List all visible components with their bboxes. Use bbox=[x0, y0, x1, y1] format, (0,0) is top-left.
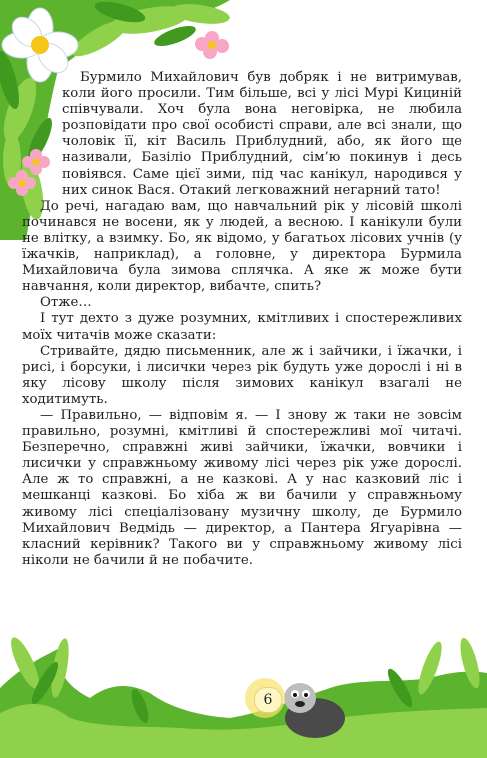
paragraph: Отже… bbox=[40, 295, 92, 311]
paragraph: — Правильно, — відповім я. — І знову ж таки не зовсім правильно, розумні, кмітливі й спостережливі мої читачі. Безперечно, справжні живі зайчики, їжачки, вовчики і лисички у справжньому живому лісі через рік уже дорослі. Але ж то справжні, а не казкові. А у нас казковий ліс і мешканці казкові. Бо хіба ж ви бачили у справжньому живому лісі спеціалізовану музичну школу, де Бурмило Михайлович Ведмідь — директор, а Пантера Ягуарівна — класний керівник? Такого ви у справжньому живому лісі ніколи не бачили й не побачите. bbox=[22, 407, 462, 568]
paragraph: До речі, нагадаю вам, що навчальний рік у лісовій школі починався не восени, як у людей, а весною. І канікули були не влітку, а взимку. Бо, як відомо, у багатьох лісових учнів (у їжачків, наприклад), а головне, у директора Бурмила Михайловича була зимова сплячка. А яке ж може бути навчання, коли директор, вибачте, спить? bbox=[22, 198, 462, 295]
page-number: 6 bbox=[254, 687, 282, 713]
paragraph: І тут дехто з дуже розумних, кмітливих і спостережливих моїх читачів може сказати: bbox=[22, 311, 462, 343]
grass-hedgehog-illustration bbox=[0, 628, 487, 758]
paragraph: Бурмило Михайлович був добряк і не витримував, коли його просили. Тим більше, всі у лісі Мурі Кициній співчували. Хоч була вона неговірка, не любила розповідати про свої особисті справи, але всі знали, що чоловік її, кіт Василь Приблудний, або, як його ще називали, Базіліо Приблудний, сім’ю покинув і десь повіявся. Саме цієї зими, під час канікул, народився у них синок Вася. Отакий легковажний негарний тато! bbox=[62, 70, 462, 198]
story-text bbox=[22, 70, 462, 569]
pink-flower-icon bbox=[195, 31, 229, 59]
paragraph: Стривайте, дядю письменник, але ж і зайчики, і їжачки, і рисі, і борсуки, і лисички через рік будуть уже дорослі і ні в яку лісову школу після зимових канікул взагалі не ходитимуть. bbox=[22, 343, 462, 407]
